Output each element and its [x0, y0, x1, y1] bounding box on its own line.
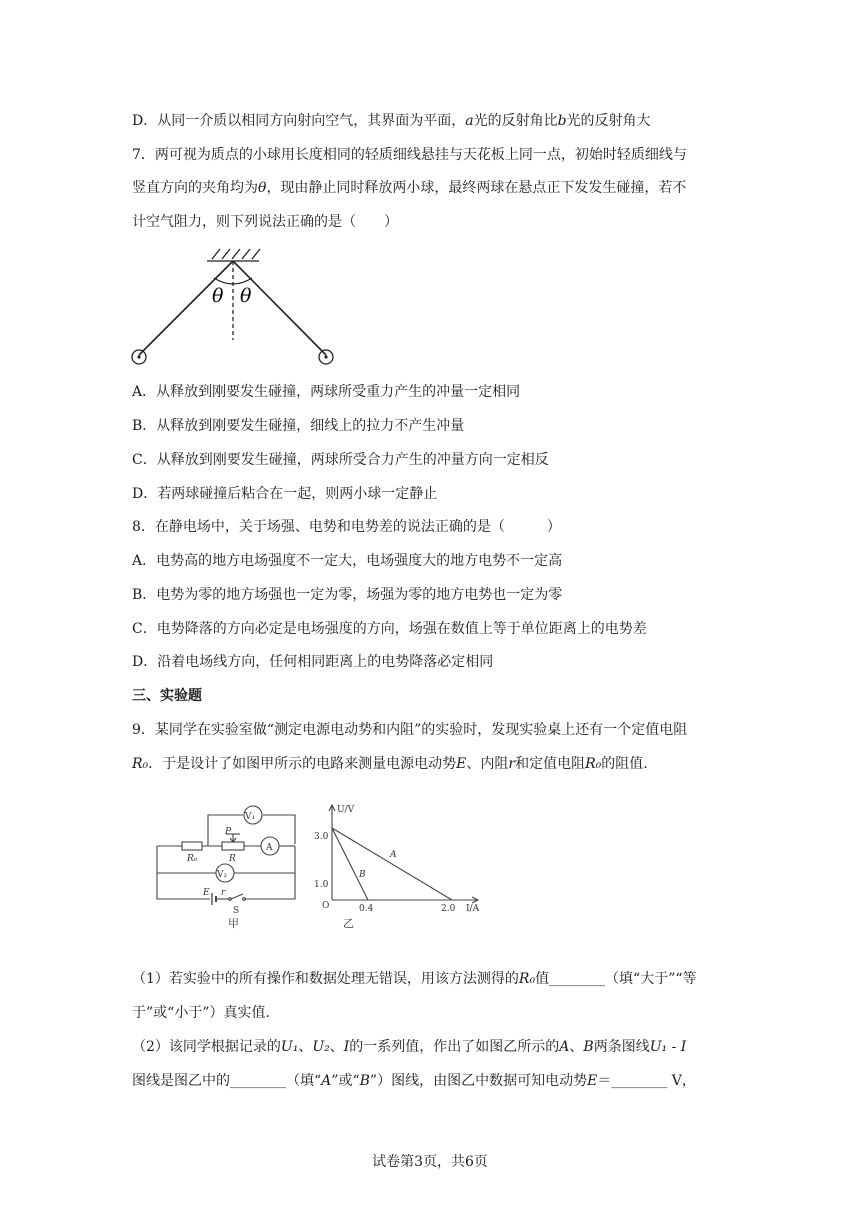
q9-stem-line2 — [132, 754, 648, 774]
q6-option-d-text3: 光的反射角大 — [566, 113, 651, 129]
y-axis-arrow — [329, 805, 335, 811]
q9-part2-line2-text2: ”）图线，由图乙中数据可知电动势 — [369, 1073, 588, 1089]
q6-option-d-text2: 光的反射角比 — [473, 113, 558, 129]
graph-caption: 乙 — [343, 917, 354, 930]
u2-symbol: U₂ — [312, 1039, 330, 1055]
internal-resistance-symbol: r — [508, 756, 516, 772]
hatch — [242, 249, 250, 259]
i-symbol: I — [343, 1039, 350, 1055]
x-tick-04: 0.4 — [359, 904, 374, 914]
sep: 、 — [569, 1039, 584, 1055]
q9-part2-line2-text: 图线是图乙中的________（填“ — [132, 1073, 322, 1089]
q9-part2-text2: 的一系列值，作出了如图乙所示的 — [349, 1039, 560, 1055]
circuit-caption: 甲 — [228, 917, 239, 930]
q9-stem-line2-text: ．于是设计了如图甲所示的电路来测量电源电动势 — [148, 756, 457, 772]
q9-stem-line1: 9．某同学在实验室做“测定电源电动势和内阻”的实验时，发现实验桌上还有一个定值电阻 — [132, 722, 688, 738]
u1-symbol: U₁ — [649, 1039, 668, 1055]
r0-label: R₀ — [187, 854, 198, 864]
q7-option-c: C．从释放到刚要发生碰撞，两球所受合力产生的冲量方向一定相反 — [132, 452, 549, 468]
hatch — [222, 249, 230, 259]
r-label: R — [229, 854, 236, 864]
resistor-r0 — [182, 842, 202, 850]
x-tick-2: 2.0 — [441, 904, 456, 914]
q8-option-b: B．电势为零的地方场强也一定为零，场强为零的地方电势也一定为零 — [132, 587, 563, 603]
v1-label: V₁ — [245, 812, 256, 822]
hatch — [212, 249, 220, 259]
right-ball — [319, 350, 333, 364]
sep: ”或“ — [331, 1073, 360, 1089]
sep: 、 — [298, 1039, 313, 1055]
b-symbol: B — [583, 1039, 594, 1055]
wire — [245, 846, 295, 899]
page-footer: 试卷第3页，共6页 — [372, 1154, 488, 1170]
q9-sep: 、内阻 — [466, 756, 509, 772]
q9-part2-line1 — [132, 1037, 686, 1057]
a-symbol: A — [321, 1073, 332, 1089]
q7-stem-line3: 计空气阻力，则下列说法正确的是（ ） — [132, 214, 398, 230]
q6-option-d — [132, 111, 651, 131]
x-axis-label: I/A — [466, 904, 480, 914]
hatch — [252, 249, 260, 259]
q7-option-b: B．从释放到刚要发生碰撞，细线上的拉力不产生冲量 — [132, 418, 465, 434]
q7-option-a: A．从释放到刚要发生碰撞，两球所受重力产生的冲量一定相同 — [132, 384, 521, 400]
q8-option-a: A．电势高的地方电场强度不一定大，电场强度大的地方电势不一定高 — [132, 553, 563, 569]
switch-node — [243, 898, 246, 901]
y-axis-label: U/V — [337, 805, 355, 815]
sep: 、 — [329, 1039, 344, 1055]
q8-option-c: C．电势降落的方向必定是电场强度的方向，场强在数值上等于单位距离上的电势差 — [132, 621, 647, 637]
switch-lever — [231, 894, 243, 899]
e-label: E — [203, 888, 210, 898]
right-string — [233, 261, 326, 355]
y-tick-3: 3.0 — [314, 832, 329, 842]
section-title: 三、实验题 — [132, 688, 202, 704]
r0-symbol: R₀ — [518, 971, 536, 987]
line-b — [332, 828, 368, 900]
sep: - — [667, 1039, 681, 1055]
q7-option-d: D．若两球碰撞后粘合在一起，则两小球一定静止 — [132, 486, 438, 502]
q6-option-d-text: D．从同一介质以相同方向射向空气，其界面为平面， — [132, 113, 466, 129]
q8-option-d: D．沿着电场线方向，任何相同距离上的电势降落必定相同 — [132, 654, 494, 670]
angle-arc — [214, 278, 252, 284]
q9-part1-line1 — [132, 969, 697, 989]
line-a — [332, 828, 452, 900]
theta-symbol: θ — [258, 180, 267, 196]
wire — [208, 815, 243, 846]
r0-symbol: R₀ — [585, 756, 602, 772]
left-ball — [132, 350, 146, 364]
q8-stem: 8．在静电场中，关于场强、电势和电势差的说法正确的是（ ） — [132, 519, 561, 535]
line-b-label: B — [359, 870, 366, 880]
theta-left-label: θ — [212, 285, 224, 307]
a-symbol: A — [559, 1039, 570, 1055]
b-symbol: B — [359, 1073, 370, 1089]
rheostat-r — [222, 842, 244, 850]
q9-part2-line2 — [132, 1071, 696, 1091]
q9-part2-text3: 两条图线 — [593, 1039, 650, 1055]
emf-symbol: E — [587, 1073, 598, 1089]
left-string — [139, 261, 233, 355]
q9-part1-text2: 值________（填“大于”“等 — [535, 971, 697, 987]
u1-symbol: U₁ — [280, 1039, 299, 1055]
var-b: b — [557, 113, 567, 129]
v2-label: V₂ — [217, 870, 228, 880]
theta-right-label: θ — [240, 285, 252, 307]
voltmeter-v2 — [216, 864, 234, 882]
slider-arrow — [230, 838, 236, 842]
q7-stem-line2a: 竖直方向的夹角均为 — [132, 180, 258, 196]
ammeter-a — [261, 837, 279, 855]
wire — [263, 815, 295, 844]
voltmeter-v1 — [244, 806, 262, 824]
switch-node — [229, 898, 232, 901]
q9-stem-line2-end: 的阻值. — [601, 756, 648, 772]
r-small-label: r — [221, 888, 226, 898]
q9-part2-text: （2）该同学根据记录的 — [132, 1039, 281, 1055]
y-tick-1: 1.0 — [314, 880, 329, 890]
emf-symbol: E — [456, 756, 467, 772]
wire — [157, 846, 210, 899]
a-label: A — [266, 843, 273, 853]
q7-stem-line1: 7．两可视为质点的小球用长度相同的轻质细线悬挂与天花板上同一点，初始时轻质细线与 — [132, 147, 687, 163]
q7-stem-line2b: ，现由静止同时释放两小球，最终两球在悬点正下发发生碰撞，若不 — [266, 180, 687, 196]
q9-part1-line2: 于”或“小于”）真实值. — [132, 1005, 270, 1021]
i-symbol: I — [680, 1039, 687, 1055]
q9-part2-line2-text3: ＝________ V， — [597, 1073, 696, 1089]
q9-part1-text: （1）若实验中的所有操作和数据处理无错误，用该方法测得的 — [132, 971, 519, 987]
q7-stem-line2 — [132, 178, 686, 198]
var-a: a — [465, 113, 474, 129]
p-label: P — [225, 827, 232, 837]
x-axis-arrow — [472, 897, 478, 903]
hatch — [232, 249, 240, 259]
s-label: S — [233, 906, 240, 916]
r0-symbol: R₀ — [132, 756, 149, 772]
origin-label: O — [322, 901, 330, 911]
q9-sep: 和定值电阻 — [515, 756, 586, 772]
line-a-label: A — [390, 850, 397, 860]
